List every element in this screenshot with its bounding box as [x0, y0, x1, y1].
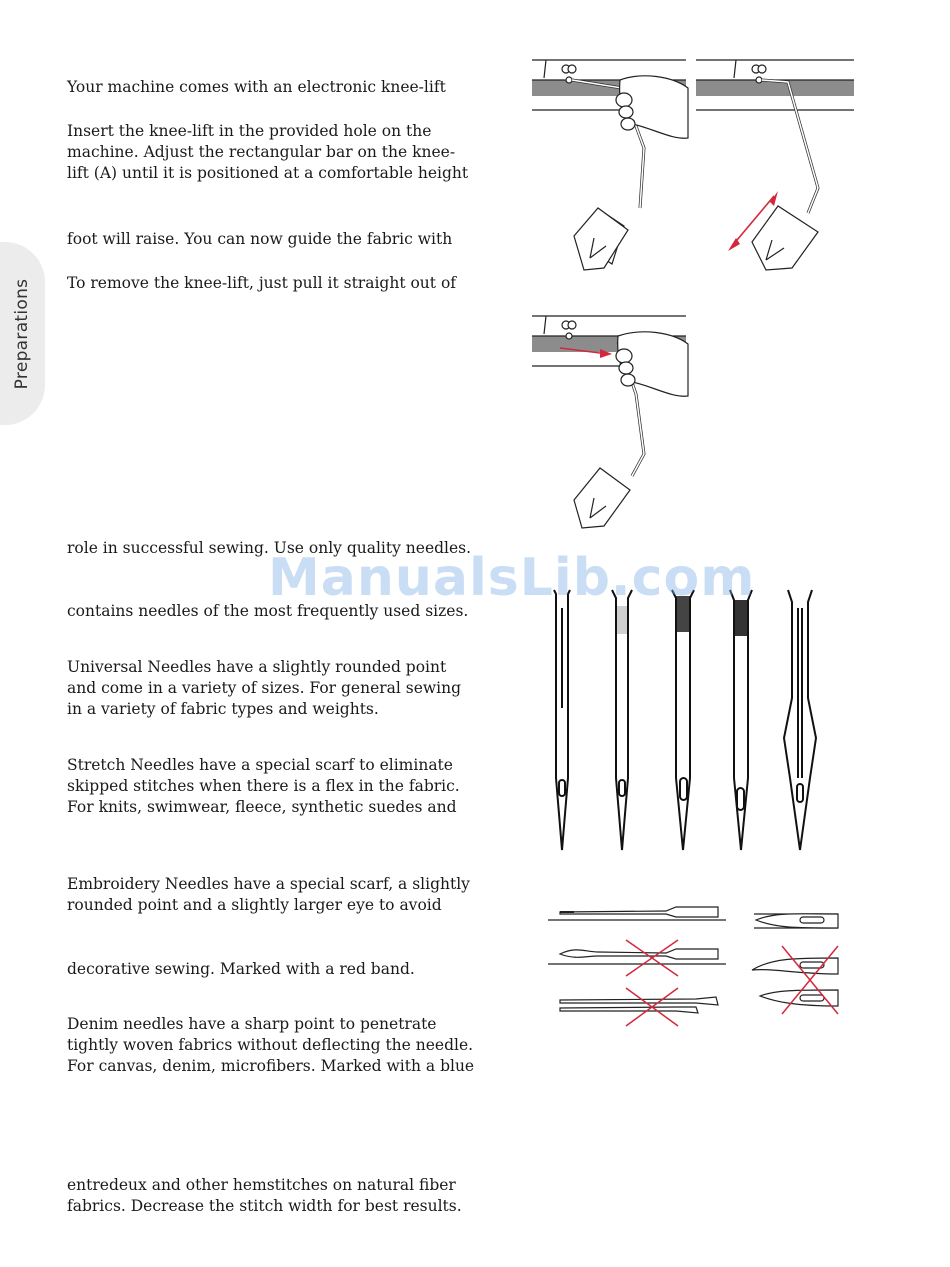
text-line: tightly woven fabrics without deflecting the needle.: [67, 1036, 474, 1054]
stretch-needle-drawing: [612, 590, 632, 850]
paragraph-embroidery-needles: [67, 874, 487, 916]
text-line: Denim needles have a sharp point to penetrate: [67, 1015, 437, 1033]
paragraph-insert-knee-lift: [67, 121, 487, 184]
wing-needle-drawing: [784, 590, 816, 850]
needle-condition-illustration: [546, 898, 840, 1032]
text-line: entredeux and other hemstitches on natural fiber: [67, 1176, 456, 1194]
text-line: contains needles of the most frequently used sizes.: [67, 602, 469, 620]
text-line: decorative sewing. Marked with a red band.: [67, 960, 415, 978]
paragraph-universal-needles: [67, 657, 487, 720]
text-line: role in successful sewing. Use only quality needles.: [67, 539, 472, 557]
text-line: Universal Needles have a slightly rounded point: [67, 658, 447, 676]
paragraph-remove-knee-lift: [67, 273, 487, 294]
knee-lift-adjust-illustration: [696, 58, 856, 274]
denim-needle-drawing: [730, 590, 752, 850]
needle-types-illustration: [540, 588, 830, 856]
text-line: Your machine comes with an electronic knee-lift: [67, 78, 446, 96]
text-line: fabrics. Decrease the stitch width for best results.: [67, 1197, 462, 1215]
text-line: machine. Adjust the rectangular bar on the knee-: [67, 143, 456, 161]
knee-lift-insert-illustration: [532, 58, 688, 274]
text-line: and come in a variety of sizes. For general sewing: [67, 679, 462, 697]
paragraph-foot-raise: [67, 229, 487, 250]
chapter-tab-label: Preparations: [12, 278, 32, 390]
text-line: For canvas, denim, microfibers. Marked with a blue: [67, 1057, 475, 1075]
text-line: Embroidery Needles have a special scarf, a slightly: [67, 875, 470, 893]
embroidery-needle-drawing: [672, 590, 694, 850]
text-line: lift (A) until it is positioned at a comfortable height: [67, 164, 469, 182]
universal-needle-drawing: [554, 590, 570, 850]
knee-lift-remove-illustration: [532, 314, 688, 530]
text-line: For knits, swimwear, fleece, synthetic suedes and: [67, 798, 457, 816]
paragraph-red-band: [67, 959, 487, 980]
text-line: Insert the knee-lift in the provided hole on the: [67, 122, 432, 140]
text-line: skipped stitches when there is a flex in the fabric.: [67, 777, 460, 795]
text-line: in a variety of fabric types and weights.: [67, 700, 379, 718]
watermark: ManualsLib.com: [268, 548, 756, 608]
text-line: Stretch Needles have a special scarf to eliminate: [67, 756, 453, 774]
paragraph-hemstitch: [67, 1175, 487, 1217]
text-line: rounded point and a slightly larger eye to avoid: [67, 896, 442, 914]
text-line: foot will raise. You can now guide the fabric with: [67, 230, 453, 248]
paragraph-stretch-needles: [67, 755, 487, 818]
paragraph-knee-lift-intro: [67, 77, 487, 98]
text-line: To remove the knee-lift, just pull it straight out of: [67, 274, 457, 292]
paragraph-denim-needles: [67, 1014, 487, 1077]
